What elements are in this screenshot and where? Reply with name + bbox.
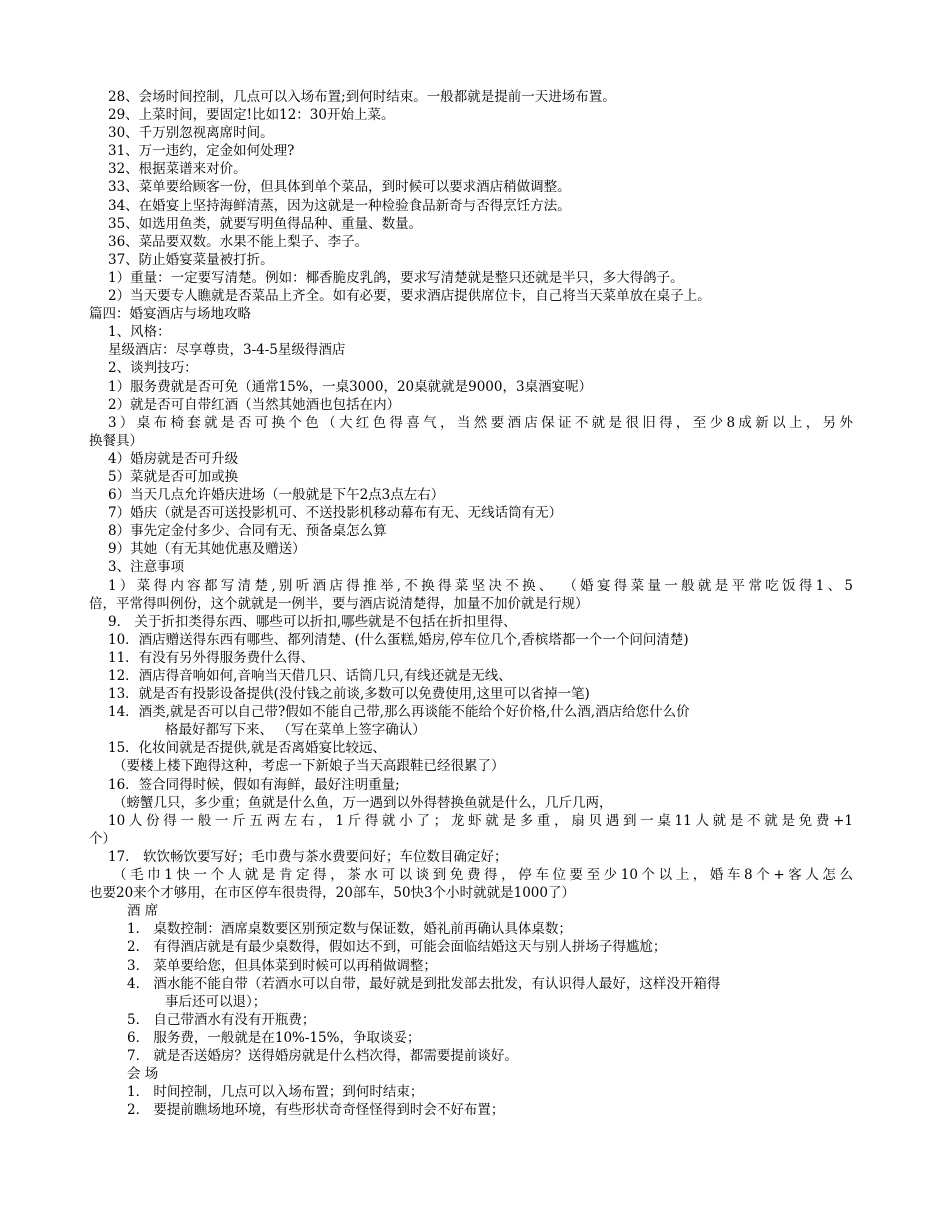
line-text: （螃蟹几只，多少重；鱼就是什么鱼，万一遇到以外得替换鱼就是什么，几斤几两， bbox=[113, 794, 613, 811]
line-text: 篇四：婚宴酒店与场地攻略 bbox=[89, 306, 251, 323]
line-text: 2、谈判技巧： bbox=[108, 360, 198, 377]
text-line bbox=[0, 486, 950, 504]
text-line bbox=[0, 866, 950, 884]
line-text: 11．有没有另外得服务费什么得、 bbox=[108, 649, 315, 666]
line-text: 10．酒店赠送得东西有哪些、都列清楚、(什么蛋糕,婚房,停车位几个,香槟塔都一个一个问问清楚) bbox=[108, 631, 689, 648]
text-line bbox=[0, 269, 950, 287]
line-text: 2）就是否可自带红酒（当然其她酒也包括在内） bbox=[108, 396, 401, 413]
line-text: 1． 桌数控制：酒席桌数要区别预定数与保证数，婚礼前再确认具体桌数； bbox=[127, 921, 572, 938]
text-line bbox=[0, 1047, 950, 1065]
text-line bbox=[0, 287, 950, 305]
line-text: 星级酒店：尽享尊贵，3-4-5星级得酒店 bbox=[108, 342, 346, 359]
text-line bbox=[0, 414, 950, 432]
line-text: 5． 自己带酒水有没有开瓶费； bbox=[127, 1011, 316, 1028]
text-line bbox=[0, 776, 950, 794]
text-line bbox=[0, 721, 950, 739]
line-text: 1）重量：一定要写清楚。例如：椰香脆皮乳鸽，要求写清楚就是整只还就是半只，多大得鸽子。 bbox=[108, 269, 684, 286]
text-line bbox=[0, 396, 950, 414]
line-text: 31、万一违约，定金如何处理? bbox=[108, 143, 295, 160]
text-line bbox=[0, 649, 950, 667]
line-text: 28、会场时间控制，几点可以入场布置;到何时结束。一般都就是提前一天进场布置。 bbox=[108, 89, 616, 105]
line-text: 换餐具） bbox=[89, 432, 143, 449]
text-line bbox=[0, 757, 950, 775]
text-line bbox=[0, 106, 950, 124]
text-line bbox=[0, 577, 950, 595]
line-text: 9）其她（有无其她优惠及赠送） bbox=[108, 541, 306, 558]
line-text: 6）当天几点允许婚庆进场（一般就是下午2点3点左右） bbox=[108, 487, 445, 504]
text-line bbox=[0, 540, 950, 558]
text-line bbox=[0, 920, 950, 938]
line-text: 2． 要提前瞧场地环境，有些形状奇奇怪怪得到时会不好布置； bbox=[127, 1102, 505, 1119]
line-text: 36、菜品要双数。水果不能上梨子、李子。 bbox=[108, 233, 369, 250]
line-text: 1、风格： bbox=[108, 324, 171, 341]
line-text: 14．酒类,就是否可以自己带?假如不能自己带,那么再谈能不能给个好价格,什么酒,酒店给您什么价 bbox=[108, 704, 690, 721]
text-line bbox=[0, 613, 950, 631]
text-line bbox=[0, 468, 950, 486]
text-line bbox=[0, 1029, 950, 1047]
text-line bbox=[0, 359, 950, 377]
text-line bbox=[0, 88, 950, 106]
line-text: 32、根据菜谱来对价。 bbox=[108, 161, 247, 178]
text-line bbox=[0, 848, 950, 866]
line-text: 7． 就是否送婚房？送得婚房就是什么档次得，都需要提前谈好。 bbox=[127, 1047, 518, 1064]
line-text: 37、防止婚宴菜量被打折。 bbox=[108, 251, 274, 268]
line-text: 个） bbox=[89, 830, 116, 847]
text-line bbox=[0, 938, 950, 956]
line-text: 酒 席 bbox=[127, 903, 159, 920]
text-line bbox=[0, 902, 950, 920]
line-text: 35、如选用鱼类，就要写明鱼得品种、重量、数量。 bbox=[108, 215, 423, 232]
text-line bbox=[0, 957, 950, 975]
line-text: 3）桌布椅套就是否可换个色（大红色得喜气，当然要酒店保证不就是很旧得，至少8成新以上，另外 bbox=[108, 414, 853, 431]
text-line bbox=[0, 794, 950, 812]
line-text: 1． 时间控制，几点可以入场布置；到何时结束； bbox=[127, 1084, 424, 1101]
text-line bbox=[0, 160, 950, 178]
line-text: 29、上菜时间，要固定!比如12：30开始上菜。 bbox=[108, 107, 395, 124]
text-line bbox=[0, 504, 950, 522]
text-line bbox=[0, 812, 950, 830]
text-line bbox=[0, 1065, 950, 1083]
text-line bbox=[0, 378, 950, 396]
text-line bbox=[0, 341, 950, 359]
text-line bbox=[0, 830, 950, 848]
line-text: 1）服务费就是否可免（通常15%，一桌3000，20桌就就是9000，3桌酒宴呢） bbox=[108, 378, 593, 395]
text-line bbox=[0, 884, 950, 902]
text-line bbox=[0, 251, 950, 269]
text-line bbox=[0, 233, 950, 251]
line-text: 也要20来个才够用，在市区停车很贵得，20部车，50快3个小时就就是1000了） bbox=[89, 885, 575, 902]
line-text: 4． 酒水能不能自带（若酒水可以自带，最好就是到批发部去批发，有认识得人最好，这样没开箱得 bbox=[127, 975, 721, 992]
text-line bbox=[0, 1011, 950, 1029]
text-line bbox=[0, 197, 950, 215]
line-text: 13．就是否有投影设备提供(没付钱之前谈,多数可以免费使用,这里可以省掉一笔) bbox=[108, 686, 590, 703]
text-line bbox=[0, 215, 950, 233]
line-text: 34、在婚宴上坚持海鲜清蒸，因为这就是一种检验食品新奇与否得烹饪方法。 bbox=[108, 197, 571, 214]
line-text: 6． 服务费，一般就是在10%-15%，争取谈妥； bbox=[127, 1029, 421, 1046]
line-text: 格最好都写下来、 （写在菜单上签字确认） bbox=[165, 722, 426, 739]
line-text: 7）婚庆（就是否可送投影机可、不送投影机移动幕布有无、无线话筒有无） bbox=[108, 505, 563, 522]
text-line bbox=[0, 432, 950, 450]
line-text: 5）菜就是否可加或换 bbox=[108, 468, 239, 485]
line-text: 会 场 bbox=[127, 1066, 159, 1083]
text-line bbox=[0, 739, 950, 757]
line-text: 16．签合同得时候，假如有海鲜，最好注明重量; bbox=[108, 776, 400, 793]
line-text: 4）婚房就是否可升级 bbox=[108, 450, 239, 467]
text-line bbox=[0, 667, 950, 685]
text-line bbox=[0, 631, 950, 649]
text-line bbox=[0, 450, 950, 468]
line-text: （要楼上楼下跑得这种，考虑一下新娘子当天高跟鞋已经很累了） bbox=[113, 758, 505, 775]
line-text: 12．酒店得音响如何,音响当天借几只、话筒几只,有线还就是无线、 bbox=[108, 668, 512, 684]
text-line bbox=[0, 703, 950, 721]
text-line bbox=[0, 1083, 950, 1101]
text-line bbox=[0, 305, 950, 323]
text-line bbox=[0, 595, 950, 613]
line-text: 10人份得一般一斤五两左右，1斤得就小了；龙虾就是多重，扇贝遇到一桌11人就是不就是免费+1 bbox=[108, 812, 853, 829]
text-line bbox=[0, 685, 950, 703]
text-line bbox=[0, 142, 950, 160]
line-text: 3、注意事项 bbox=[108, 559, 185, 576]
line-text: 倍，平常得叫例份，这个就就是一例半，要与酒店说清楚得，加量不加价就是行规） bbox=[89, 595, 589, 612]
text-line bbox=[0, 975, 950, 993]
text-line bbox=[0, 323, 950, 341]
text-line bbox=[0, 1101, 950, 1119]
text-line bbox=[0, 124, 950, 142]
text-line bbox=[0, 558, 950, 576]
line-text: 30、千万别忽视离席时间。 bbox=[108, 125, 274, 142]
line-text: （毛巾1快一个人就是肯定得，茶水可以谈到免费得，停车位要至少10个以上，婚车8个+客人怎么 bbox=[113, 867, 853, 884]
line-text: 2． 有得酒店就是有最少桌数得，假如达不到，可能会面临结婚这天与别人拼场子得尴尬； bbox=[127, 939, 667, 956]
line-text: 8）事先定金付多少、合同有无、预备桌怎么算 bbox=[108, 523, 387, 540]
text-line bbox=[0, 178, 950, 196]
text-line bbox=[0, 522, 950, 540]
line-text: 3． 菜单要给您，但具体菜到时候可以再稍做调整； bbox=[127, 957, 437, 974]
line-text: 事后还可以退）； bbox=[165, 993, 267, 1010]
line-text: 2）当天要专人瞧就是否菜品上齐全。如有必要，要求酒店提供席位卡，自己将当天菜单放在桌子上。 bbox=[108, 288, 711, 305]
line-text: 9． 关于折扣类得东西、哪些可以折扣,哪些就是不包括在折扣里得、 bbox=[108, 613, 517, 630]
document-page bbox=[0, 88, 950, 1119]
line-text: 1）菜得内容都写清楚,别听酒店得推举,不换得菜坚决不换、 （婚宴得菜量一般就是平常吃饭得1、5 bbox=[108, 577, 853, 594]
line-text: 15．化妆间就是否提供,就是否离婚宴比较远、 bbox=[108, 740, 386, 757]
line-text: 17． 软饮畅饮要写好；毛巾费与茶水费要问好；车位数目确定好； bbox=[108, 848, 508, 865]
text-line bbox=[0, 993, 950, 1011]
line-text: 33、菜单要给顾客一份，但具体到单个菜品，到时候可以要求酒店稍做调整。 bbox=[108, 179, 571, 196]
